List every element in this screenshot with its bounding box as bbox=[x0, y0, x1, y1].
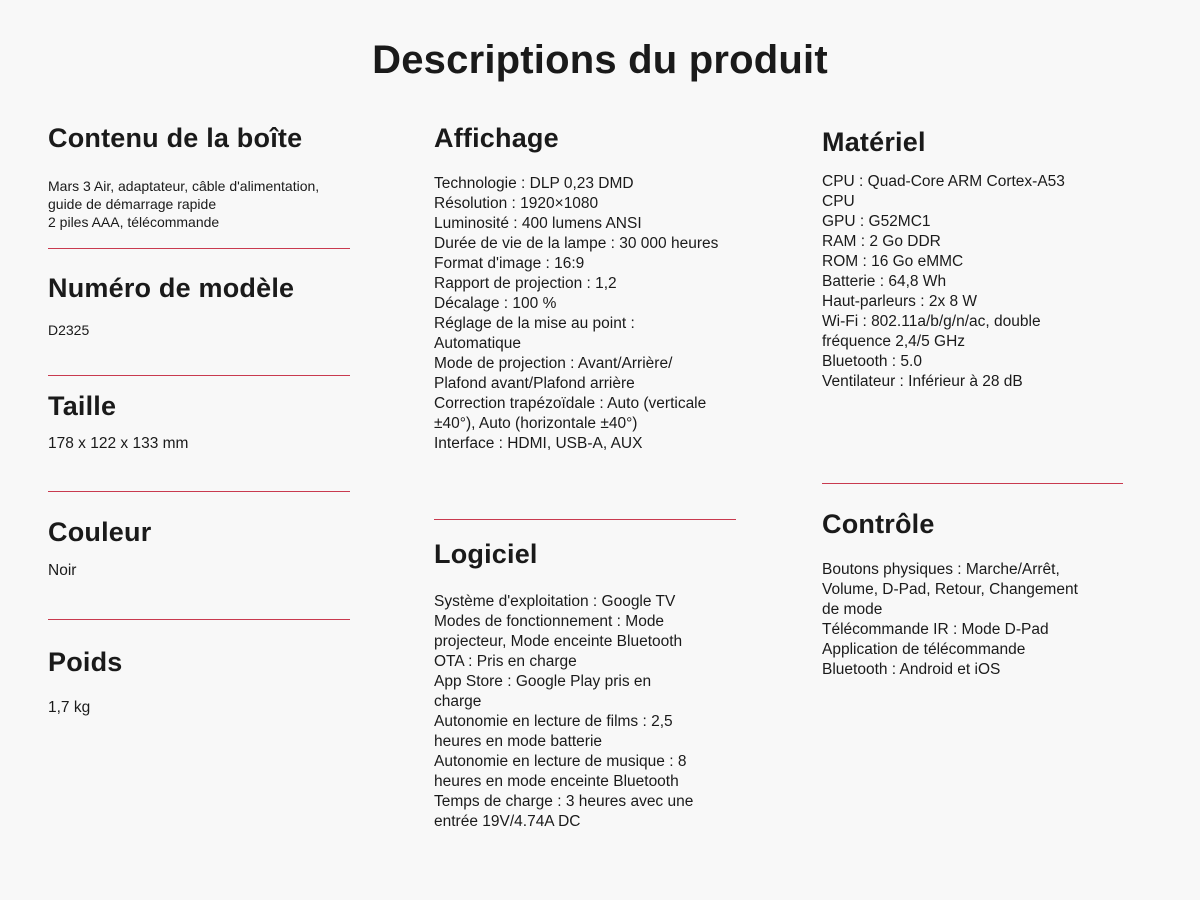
section-title-box-contents: Contenu de la boîte bbox=[48, 123, 303, 153]
section-control bbox=[822, 508, 1162, 680]
section-text-model-number: D2325 bbox=[48, 322, 90, 338]
section-color bbox=[48, 516, 378, 581]
divider bbox=[48, 375, 350, 376]
section-title-model-number: Numéro de modèle bbox=[48, 273, 295, 303]
page-title: Descriptions du produit bbox=[372, 38, 828, 82]
divider bbox=[434, 519, 736, 520]
section-text-display: Technologie : DLP 0,23 DMD Résolution : 1920×1080 Luminosité : 400 lumens ANSI Durée de vie de la lampe : 30 000 heures Format d'image : 16:9 Rapport de projection : 1,2 Décalage : 100 % Réglage de la mise au point : Automatique Mode de projection : Avant/Arrière/ Plafond avant/Plafond arrière Correction trapézoïdale : Auto (verticale ±40°), Auto (horizontale ±40°) Interface : HDMI, USB-A, AUX bbox=[434, 175, 719, 452]
section-title-weight: Poids bbox=[48, 647, 123, 677]
divider bbox=[48, 248, 350, 249]
section-text-size: 178 x 122 x 133 mm bbox=[48, 435, 189, 452]
section-text-software: Système d'exploitation : Google TV Modes de fonctionnement : Mode projecteur, Mode enceinte Bluetooth OTA : Pris en charge App Store : Google Play pris en charge Autonomie en lecture de films : 2,5 heures en mode batterie Autonomie en lecture de musique : 8 heures en mode enceinte Bluetooth Temps de charge : 3 heures avec une entrée 19V/4.74A DC bbox=[434, 593, 694, 830]
section-title-hardware: Matériel bbox=[822, 127, 926, 157]
section-title-color: Couleur bbox=[48, 517, 152, 547]
section-text-control: Boutons physiques : Marche/Arrêt, Volume, D-Pad, Retour, Changement de mode Télécommande IR : Mode D-Pad Application de télécommande Bluetooth : Android et iOS bbox=[822, 561, 1078, 678]
section-display bbox=[434, 122, 779, 454]
section-software bbox=[434, 538, 779, 832]
section-text-hardware: CPU : Quad-Core ARM Cortex-A53 CPU GPU : G52MC1 RAM : 2 Go DDR ROM : 16 Go eMMC Batterie : 64,8 Wh Haut-parleurs : 2x 8 W Wi-Fi : 802.11a/b/g/n/ac, double fréquence 2,4/5 GHz Bluetooth : 5.0 Ventilateur : Inférieur à 28 dB bbox=[822, 173, 1065, 390]
divider bbox=[822, 483, 1123, 484]
section-text-box-contents: Mars 3 Air, adaptateur, câble d'alimentation, guide de démarrage rapide 2 piles AAA, télécommande bbox=[48, 178, 320, 230]
section-title-software: Logiciel bbox=[434, 539, 538, 569]
section-title-display: Affichage bbox=[434, 123, 559, 153]
section-model-number bbox=[48, 272, 378, 339]
section-text-weight: 1,7 kg bbox=[48, 699, 91, 716]
divider bbox=[48, 491, 350, 492]
section-title-size: Taille bbox=[48, 391, 117, 421]
section-box-contents bbox=[48, 122, 378, 231]
section-weight bbox=[48, 646, 378, 718]
section-size bbox=[48, 390, 378, 454]
divider bbox=[48, 619, 350, 620]
section-hardware bbox=[822, 126, 1162, 392]
section-text-color: Noir bbox=[48, 562, 77, 579]
section-title-control: Contrôle bbox=[822, 509, 935, 539]
